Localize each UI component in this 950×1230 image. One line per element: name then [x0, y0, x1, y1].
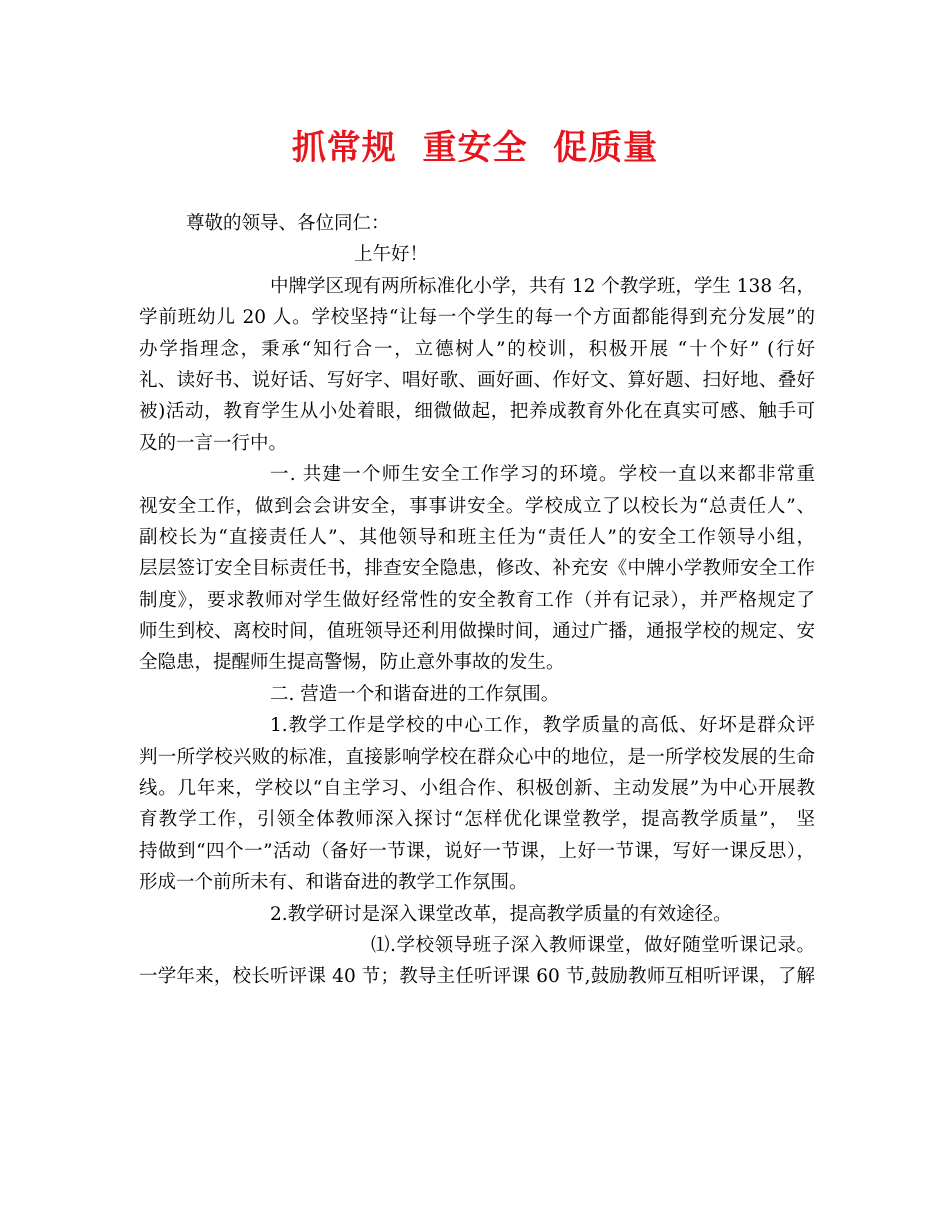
paragraph-line: 学前班幼儿 20 人。学校坚持“让每一个学生的每一个方面都能得到充分发展”的 [139, 307, 815, 329]
section-heading-2: 二. 营造一个和谐奋进的工作氛围。 [270, 683, 560, 705]
paragraph-line: 线。几年来，学校以“自主学习、小组合作、积极创新、主动发展”为中心开展教 [139, 778, 815, 800]
greeting: 上午好！ [354, 244, 429, 266]
paragraph-line: 中牌学区现有两所标准化小学，共有 12 个教学班，学生 138 名， [270, 275, 815, 297]
paragraph-line: 被)活动，教育学生从小处着眼，细微做起，把养成教育外化在真实可感、触手可 [139, 401, 815, 423]
paragraph-line: 持做到“四个一”活动（备好一节课，说好一节课，上好一节课，写好一课反思）， [139, 840, 815, 862]
paragraph-line: 制度》，要求教师对学生做好经常性的安全教育工作（并有记录），并严格规定了 [139, 589, 815, 611]
paragraph-line: 层层签订安全目标责任书，排查安全隐患，修改、补充安《中牌小学教师安全工作 [139, 558, 815, 580]
paragraph-line: ⑴.学校领导班子深入教师课堂，做好随堂听课记录。 [371, 934, 815, 956]
paragraph-line: 及的一言一行中。 [139, 432, 288, 454]
paragraph-line: 1.教学工作是学校的中心工作，教学质量的高低、好坏是群众评 [270, 715, 815, 737]
paragraph-line: 师生到校、离校时间，值班领导还利用做操时间，通过广播，通报学校的规定、安 [139, 621, 815, 643]
paragraph-line: 视安全工作，做到会会讲安全，事事讲安全。学校成立了以校长为“总责任人”、 [139, 495, 815, 517]
paragraph-line: 一学年来，校长听评课 40 节；教导主任听评课 60 节,鼓励教师互相听评课，了解 [139, 966, 815, 988]
paragraph-line: 2.教学研讨是深入课堂改革，提高教学质量的有效途径。 [270, 903, 732, 925]
paragraph-line: 判一所学校兴败的标准，直接影响学校在群众心中的地位，是一所学校发展的生命 [139, 746, 815, 768]
paragraph-line: 副校长为“直接责任人”、其他领导和班主任为“责任人”的安全工作领导小组， [139, 526, 815, 548]
document-body [139, 208, 815, 993]
paragraph-line: 育教学工作，引领全体教师深入探讨“怎样优化课堂教学，提高教学质量”， 坚 [139, 809, 815, 831]
document-title: 抓常规 重安全 促质量 [291, 128, 659, 168]
paragraph-line: 办学指理念，秉承“知行合一，立德树人”的校训，积极开展 “十个好” (行好 [139, 338, 815, 360]
section-heading-1: 一. 共建一个师生安全工作学习的环境。学校一直以来都非常重 [270, 464, 815, 486]
paragraph-line: 形成一个前所未有、和谐奋进的教学工作氛围。 [139, 872, 528, 894]
paragraph-line: 全隐患，提醒师生提高警惕，防止意外事故的发生。 [139, 652, 565, 674]
salutation: 尊敬的领导、各位同仁： [186, 213, 390, 234]
paragraph-line: 礼、读好书、说好话、写好字、唱好歌、画好画、作好文、算好题、扫好地、叠好 [139, 369, 815, 391]
